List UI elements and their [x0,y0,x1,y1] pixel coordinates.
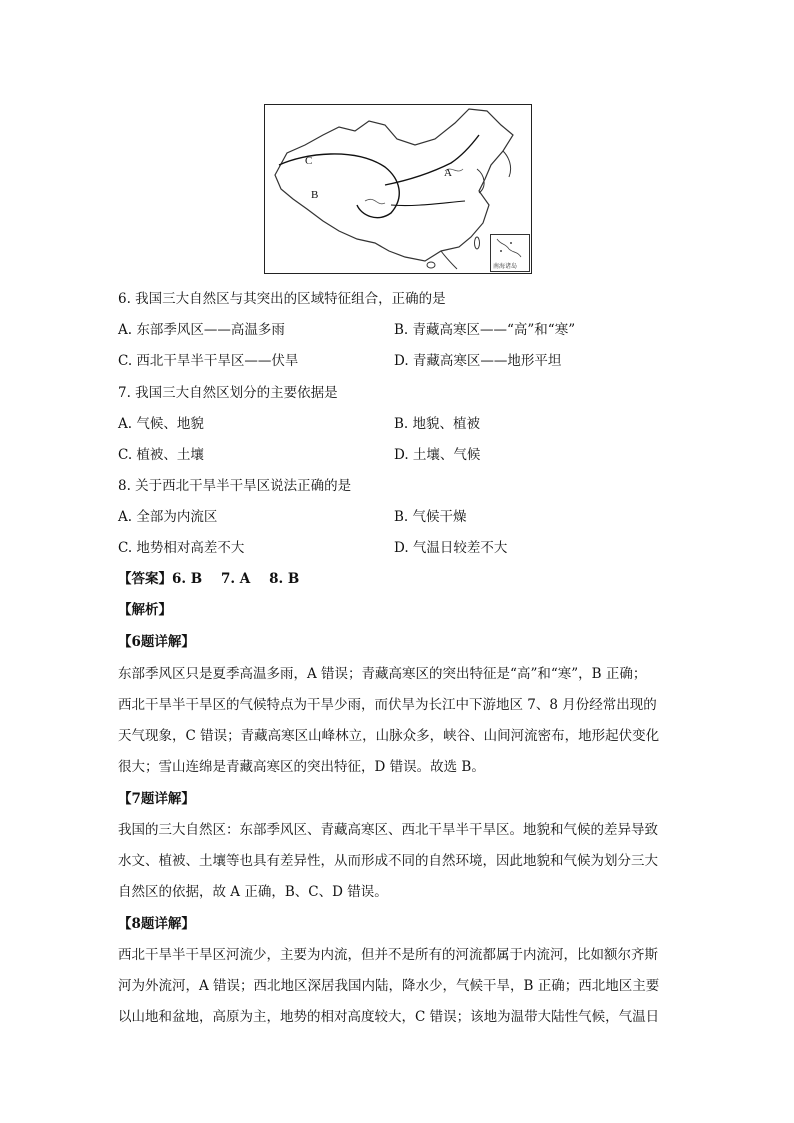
taiwan-island [475,237,480,249]
answer-line: 【答案】6. B 7. A 8. B [118,571,300,587]
china-border [275,109,513,261]
china-map-figure [264,104,532,274]
inset-map [491,235,527,261]
detail-6-line: 西北干旱半干旱区的气候特点为干旱少雨，而伏旱为长江中下游地区 7、8 月份经常出现的 [118,697,657,713]
analysis-heading: 【解析】 [118,602,172,618]
boundary-qinghai-tibet [279,154,399,218]
detail-8-title: 【8题详解】 [118,916,195,932]
map-label-a: A [444,167,452,179]
q8-option-d: D. 气温日较差不大 [394,540,508,556]
river [365,199,385,204]
detail-7-line: 我国的三大自然区：东部季风区、青藏高寒区、西北干旱半干旱区。地貌和气候的差异导致 [118,822,658,838]
detail-8-line: 以山地和盆地，高原为主，地势的相对高度较大，C 错误；该地为温带大陆性气候，气温日 [118,1009,660,1025]
detail-7-line: 自然区的依据，故 A 正确，B、C、D 错误。 [118,884,388,900]
q8-option-c: C. 地势相对高差不大 [118,540,245,556]
south-china-sea-inset [490,234,530,272]
q6-option-b: B. 青藏高寒区——“高”和“寒” [394,322,576,338]
detail-6-title: 【6题详解】 [118,634,195,650]
q6-option-c: C. 西北干旱半干旱区——伏旱 [118,353,299,369]
hainan-island [427,262,435,268]
detail-7-title: 【7题详解】 [118,791,195,807]
q7-stem: 7. 我国三大自然区划分的主要依据是 [118,385,338,401]
korea-outline [503,151,511,177]
detail-7-line: 水文、植被、土壤等也具有差异性，从而形成不同的自然环境，因此地貌和气候为划分三大 [118,853,658,869]
detail-6-line: 东部季风区只是夏季高温多雨，A 错误；青藏高寒区的突出特征是“高”和“寒”，B 正确； [118,666,647,682]
inset-label: 南海诸岛 [493,263,518,270]
q6-option-a: A. 东部季风区——高温多雨 [118,322,285,338]
q8-stem: 8. 关于西北干旱半干旱区说法正确的是 [118,478,352,494]
q6-stem: 6. 我国三大自然区与其突出的区域特征组合，正确的是 [118,291,446,307]
detail-6-line: 天气现象，C 错误；青藏高寒区山峰林立，山脉众多，峡谷、山间河流密布，地形起伏变化 [118,728,660,744]
qinling-line [391,201,465,206]
q7-option-b: B. 地貌、植被 [394,416,481,432]
q7-option-d: D. 土壤、气候 [394,447,481,463]
q6-option-d: D. 青藏高寒区——地形平坦 [394,353,562,369]
map-label-b: B [311,189,319,201]
coastline [477,169,484,193]
south-coast [441,251,457,269]
boundary-northwest [385,135,479,185]
q7-option-a: A. 气候、地貌 [118,416,204,432]
q7-option-c: C. 植被、土壤 [118,447,204,463]
map-label-c: C [305,155,313,167]
detail-8-line: 西北干旱半干旱区河流少，主要为内流，但并不是所有的河流都属于内流河，比如额尔齐斯 [118,947,658,963]
q8-option-b: B. 气候干燥 [394,509,467,525]
detail-6-line: 很大；雪山连绵是青藏高寒区的突出特征，D 错误。故选 B。 [118,759,485,775]
q8-option-a: A. 全部为内流区 [118,509,218,525]
detail-8-line: 河为外流河，A 错误；西北地区深居我国内陆，降水少，气候干旱，B 正确；西北地区主要 [118,978,660,994]
